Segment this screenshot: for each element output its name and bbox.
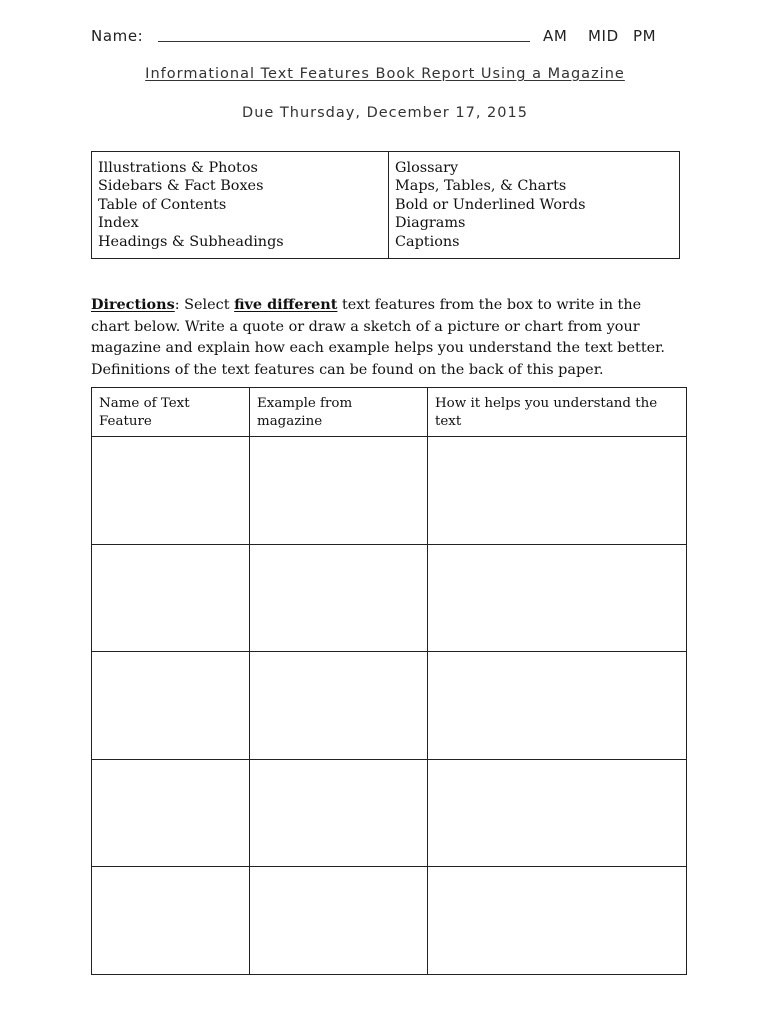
explanation-cell[interactable]: [428, 437, 687, 545]
feature-name-cell[interactable]: [92, 867, 250, 975]
name-label: Name:: [91, 27, 144, 45]
feature-item: Maps, Tables, & Charts: [395, 178, 567, 195]
period-pm: PM: [633, 27, 657, 45]
chart-header-row: [92, 388, 687, 437]
column-header-example: Example from magazine: [250, 388, 428, 437]
feature-item: Index: [98, 215, 139, 232]
directions-label: Directions: [91, 296, 175, 314]
table-row: [92, 867, 687, 975]
page-title: Informational Text Features Book Report Using a Magazine: [145, 66, 625, 82]
feature-list-left: [92, 152, 389, 258]
feature-item: Table of Contents: [98, 196, 227, 213]
table-row: [92, 759, 687, 867]
directions-paragraph: [91, 294, 681, 381]
name-blank: [158, 41, 530, 42]
example-cell[interactable]: [250, 437, 428, 545]
feature-item: Captions: [395, 233, 460, 250]
period-mid: MID: [588, 27, 619, 45]
period-am: AM: [543, 27, 568, 45]
directions-emphasis: five different: [234, 296, 338, 314]
explanation-cell[interactable]: [428, 652, 687, 760]
table-row: [92, 437, 687, 545]
directions-text: : Select: [174, 297, 235, 314]
feature-name-cell[interactable]: [92, 544, 250, 652]
feature-item: Illustrations & Photos: [98, 160, 258, 176]
example-cell[interactable]: [250, 867, 428, 975]
response-chart: [91, 387, 687, 975]
table-row: [92, 544, 687, 652]
explanation-cell[interactable]: [428, 759, 687, 867]
explanation-cell[interactable]: [428, 544, 687, 652]
feature-item: Diagrams: [395, 215, 466, 232]
name-line: [91, 24, 671, 48]
directions-text: text features from the box to write in the chart below. Write a quote or draw a sketch of a picture or chart from your magazine and explain how each example helps you understand the text better. Definitions of the text features can be found on the back of this paper.: [91, 297, 665, 378]
feature-list-right: [389, 152, 679, 258]
text-feature-box: [91, 151, 680, 259]
column-header-feature-name: Name of Text Feature: [92, 388, 250, 437]
feature-item: Headings & Subheadings: [98, 233, 284, 250]
due-date: Due Thursday, December 17, 2015: [242, 105, 528, 121]
feature-item: Glossary: [395, 160, 459, 176]
feature-name-cell[interactable]: [92, 437, 250, 545]
feature-item: Bold or Underlined Words: [395, 196, 586, 213]
example-cell[interactable]: [250, 652, 428, 760]
feature-name-cell[interactable]: [92, 759, 250, 867]
feature-item: Sidebars & Fact Boxes: [98, 178, 264, 195]
explanation-cell[interactable]: [428, 867, 687, 975]
example-cell[interactable]: [250, 544, 428, 652]
column-header-explanation: How it helps you understand the text: [428, 388, 687, 437]
feature-name-cell[interactable]: [92, 652, 250, 760]
example-cell[interactable]: [250, 759, 428, 867]
table-row: [92, 652, 687, 760]
